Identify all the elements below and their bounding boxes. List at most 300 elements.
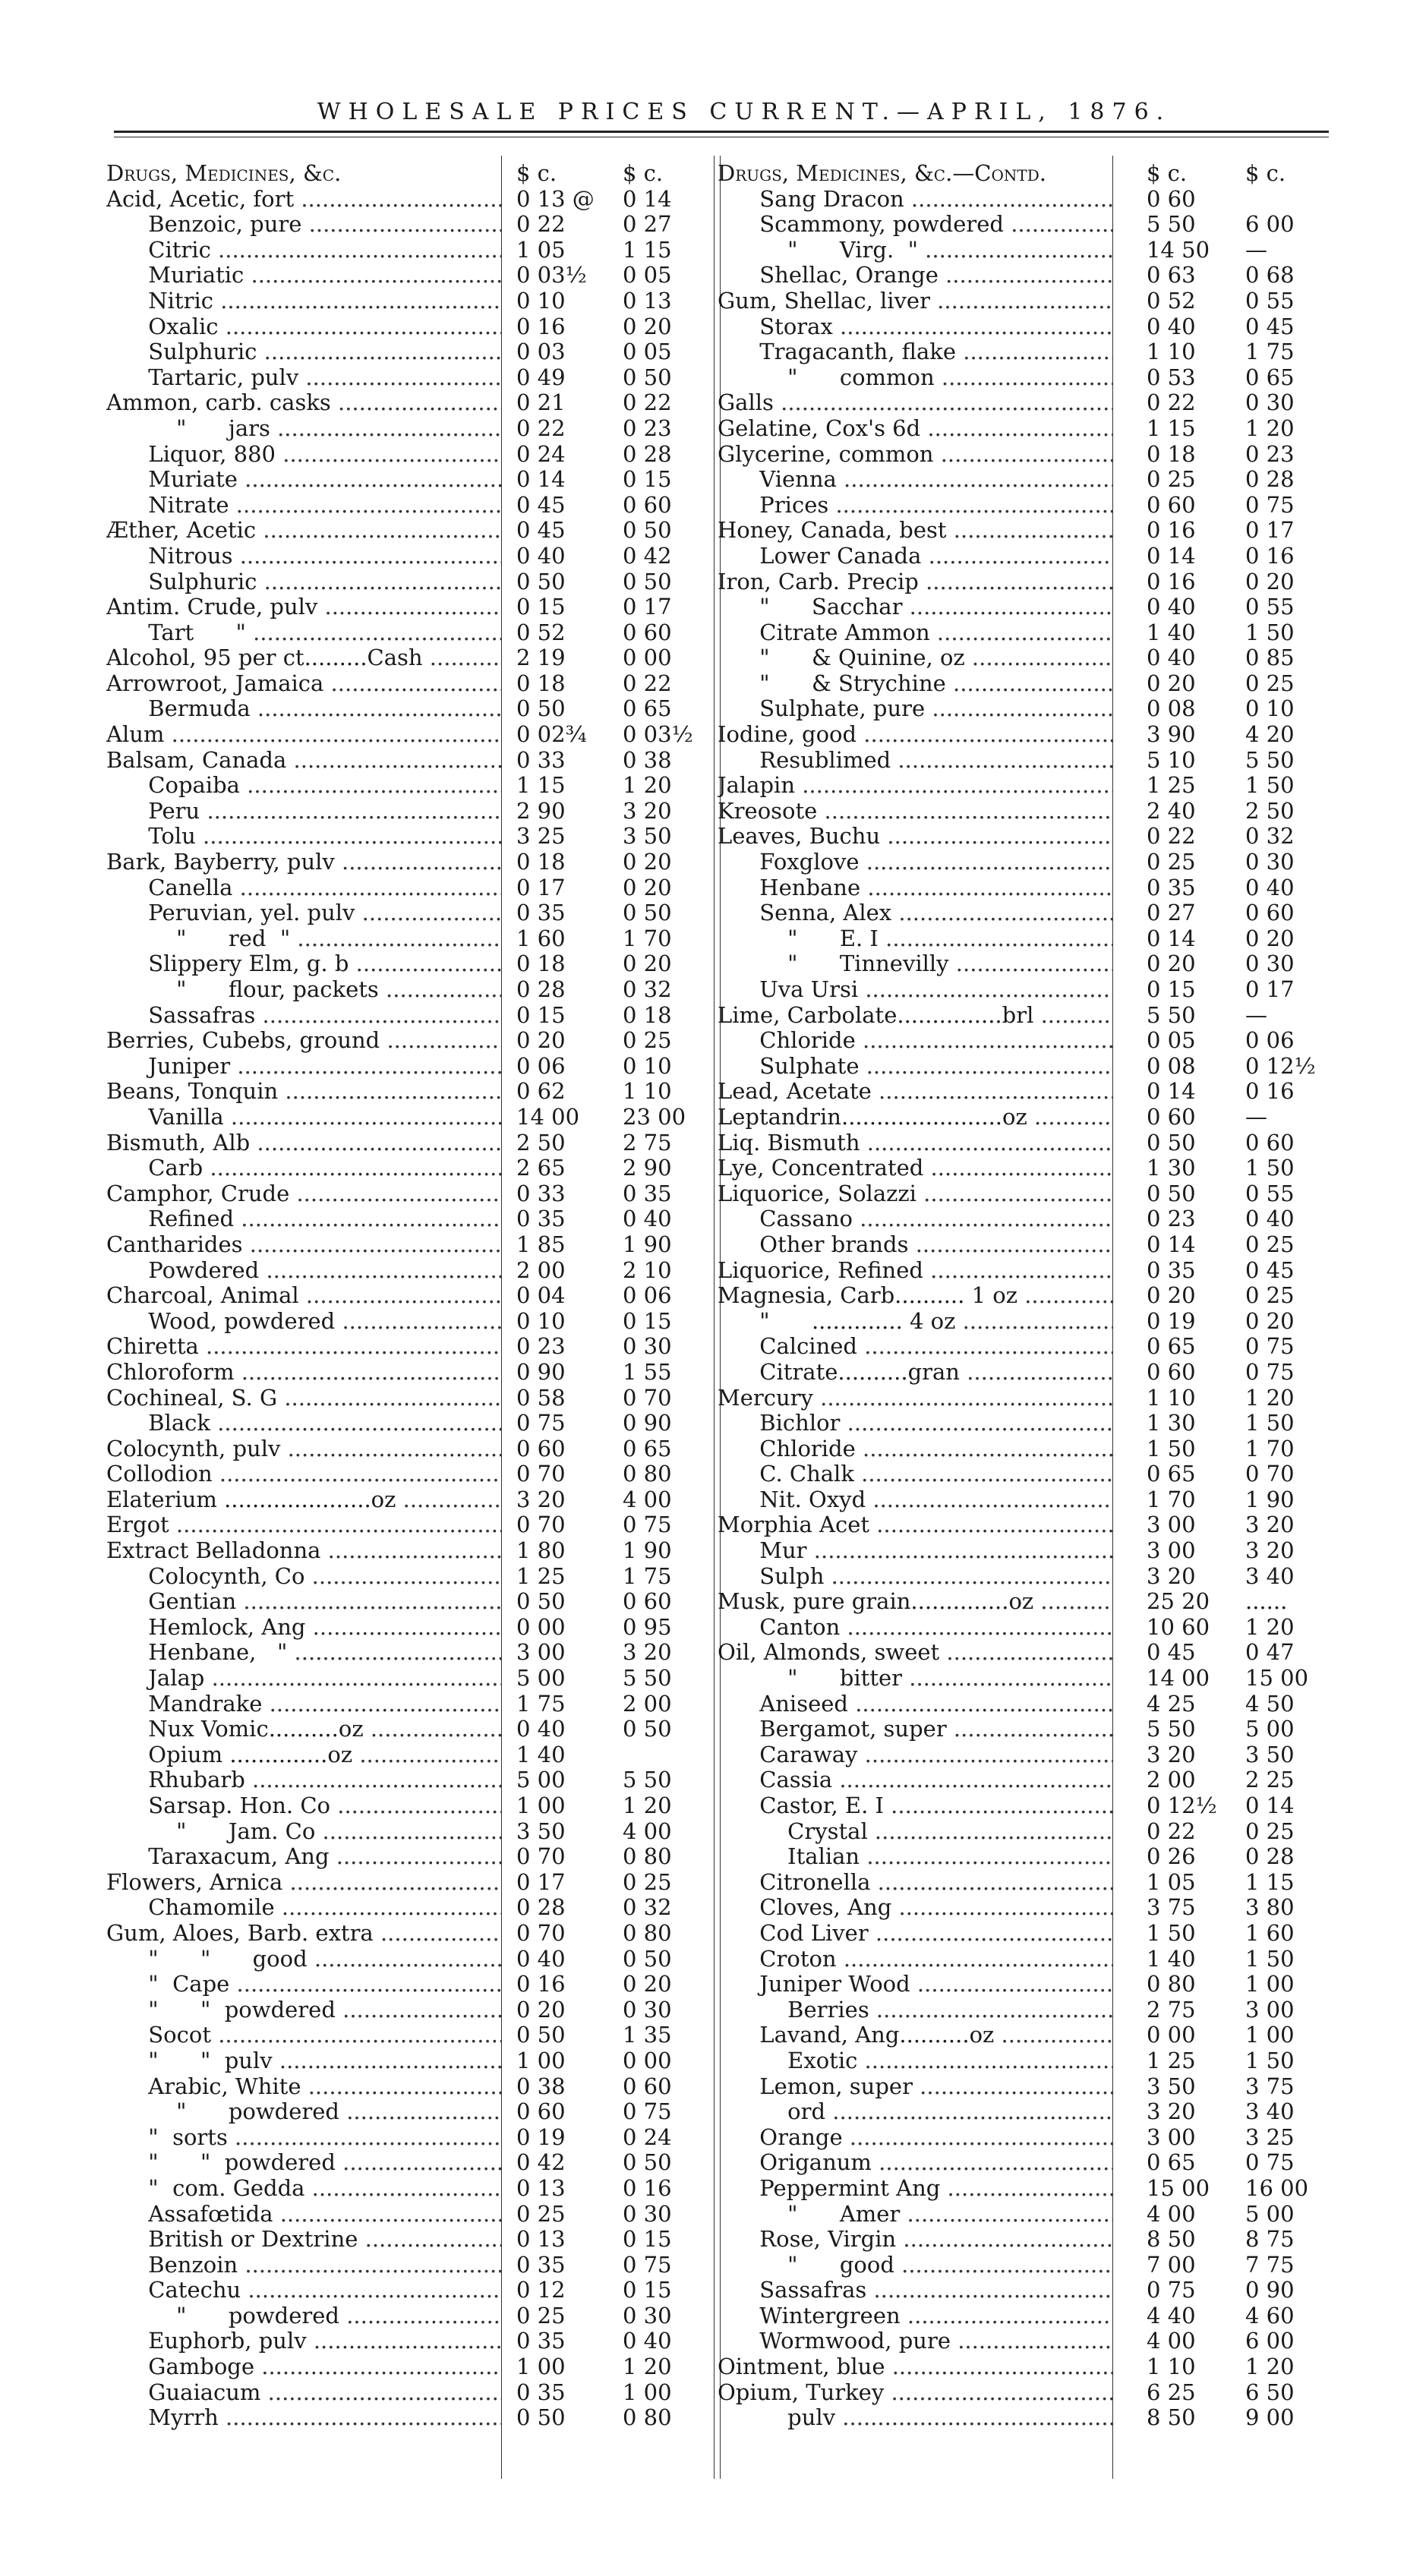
price-low: 0 25: [516, 2200, 566, 2227]
price-low: 0 25: [1147, 466, 1196, 493]
price-high: 0 75: [623, 1512, 672, 1538]
price-high: 0 10: [623, 1052, 672, 1079]
price-low: 0 35: [516, 2251, 566, 2278]
item-name: Sarsap. Hon. Co.....: [106, 1793, 501, 1819]
price-high: 0 40: [623, 2328, 672, 2354]
item-name: pulv.....: [718, 2405, 1112, 2431]
price-low: 0 60: [1147, 1103, 1196, 1130]
price-high: 0 14: [1245, 1792, 1295, 1818]
price-low: 0 35: [516, 900, 566, 926]
price-high: 0 20: [1245, 1307, 1295, 1334]
item-name: Myrrh.....: [106, 2405, 501, 2431]
price-low: 0 33: [516, 1180, 566, 1206]
price-low: 1 50: [1147, 1919, 1196, 1946]
price-low: $ c.: [516, 160, 557, 186]
price-high: 0 20: [623, 874, 672, 900]
price-low: 0 90: [516, 1358, 566, 1385]
item-name: Chamomile.....: [106, 1895, 501, 1921]
price-high: 0 25: [1245, 1818, 1295, 1844]
price-high: 3 80: [1245, 1894, 1295, 1921]
price-low: 3 00: [1147, 2124, 1196, 2150]
price-low: 1 85: [516, 1231, 566, 1257]
price-high: 0 60: [623, 2073, 672, 2099]
price-low: 1 70: [1147, 1486, 1196, 1512]
item-name: Kreosote.....: [718, 799, 1112, 825]
price-high: 0 90: [1245, 2277, 1295, 2303]
price-high: 0 17: [1245, 517, 1295, 544]
item-name: Aniseed.....: [718, 1692, 1112, 1717]
item-name: Bichlor.....: [718, 1411, 1112, 1436]
item-name: Caraway.....: [718, 1742, 1112, 1768]
price-high: 1 50: [1245, 1410, 1295, 1436]
item-name: Gelatine, Cox's 6d.....: [718, 416, 1112, 442]
item-name: Lavand, Ang..........oz.....: [718, 2023, 1112, 2048]
price-low: 0 14: [516, 466, 566, 493]
price-high: $ c.: [1245, 160, 1286, 186]
price-high: 1 15: [623, 236, 672, 263]
price-high: 1 20: [1245, 2354, 1295, 2380]
price-low: 0 02¾: [516, 721, 587, 748]
item-name: C. Chalk.....: [718, 1461, 1112, 1487]
price-low: 5 10: [1147, 746, 1196, 773]
price-high: 9 00: [1245, 2404, 1295, 2431]
item-name: Refined.....: [106, 1206, 501, 1232]
price-high: 0 23: [623, 415, 672, 441]
item-name: " flour, packets.....: [106, 977, 501, 1003]
price-high: 1 00: [1245, 1971, 1295, 1997]
price-low: 0 40: [1147, 313, 1196, 339]
item-name: Liq. Bismuth.....: [718, 1130, 1112, 1156]
price-low: 0 53: [1147, 364, 1196, 390]
item-name: Vanilla.....: [106, 1105, 501, 1130]
price-low: 1 30: [1147, 1155, 1196, 1181]
item-name: Gentian.....: [106, 1589, 501, 1615]
price-low: 0 10: [516, 1307, 566, 1334]
price-low: 0 13 @: [516, 185, 595, 212]
price-low: 0 49: [516, 364, 566, 390]
price-high: 0 75: [1245, 1358, 1295, 1385]
item-name: " jars.....: [106, 416, 501, 442]
price-high: 0 20: [1245, 568, 1295, 594]
price-low: 0 60: [1147, 491, 1196, 518]
price-high: 0 27: [623, 211, 672, 238]
price-high: 0 24: [623, 2124, 672, 2150]
price-high: 0 20: [623, 951, 672, 977]
price-low: 0 12½: [1147, 1792, 1217, 1818]
item-name: Cassano.....: [718, 1206, 1112, 1232]
item-name: Arrowroot, Jamaica.....: [106, 671, 501, 697]
price-low: 0 17: [516, 1868, 566, 1895]
price-low: 0 14: [1147, 542, 1196, 569]
item-name: Rose, Virgin.....: [718, 2227, 1112, 2253]
price-low: 0 22: [1147, 389, 1196, 416]
item-name: " E. I.....: [718, 926, 1112, 952]
price-high: 1 20: [1245, 1384, 1295, 1411]
price-low: 2 00: [516, 1256, 566, 1283]
item-name: Lime, Carbolate...............brl.....: [718, 1003, 1112, 1029]
price-low: 0 17: [516, 874, 566, 900]
price-high: 1 00: [623, 2379, 672, 2405]
price-high: 1 20: [623, 1792, 672, 1818]
price-low: 0 21: [516, 389, 566, 416]
price-high: 0 25: [623, 1868, 672, 1895]
price-low: 0 06: [516, 1052, 566, 1079]
item-name: Colocynth, Co.....: [106, 1564, 501, 1590]
item-name: Tartaric, pulv.....: [106, 365, 501, 391]
item-name: Bismuth, Alb.....: [106, 1130, 501, 1156]
item-name: " red ".....: [106, 926, 501, 952]
price-high: 1 20: [623, 2354, 672, 2380]
price-low: 1 10: [1147, 339, 1196, 365]
price-high: 0 32: [623, 1894, 672, 1921]
price-high: 0 70: [1245, 1461, 1295, 1487]
price-high: 0 50: [623, 900, 672, 926]
item-name: Chiretta.....: [106, 1334, 501, 1360]
price-low: 0 15: [516, 594, 566, 620]
price-low: 5 50: [1147, 211, 1196, 238]
item-name: Wintergreen.....: [718, 2303, 1112, 2329]
price-low: 0 60: [516, 2098, 566, 2125]
item-name: Powdered.....: [106, 1258, 501, 1284]
price-low: 0 65: [1147, 1461, 1196, 1487]
item-name: Drugs, Medicines, &c.: [106, 161, 342, 186]
price-low: 0 60: [516, 1435, 566, 1461]
price-high: 4 00: [623, 1486, 672, 1512]
price-high: 0 17: [623, 594, 672, 620]
price-high: 2 25: [1245, 1767, 1295, 1793]
price-low: 0 15: [1147, 976, 1196, 1002]
item-name: Citrate..........gran.....: [718, 1360, 1112, 1386]
item-name: Morphia Acet.....: [718, 1512, 1112, 1538]
price-high: 0 50: [623, 568, 672, 594]
price-low: 1 40: [516, 1741, 566, 1767]
price-low: 0 19: [516, 2124, 566, 2150]
price-high: 4 60: [1245, 2302, 1295, 2328]
price-low: 0 45: [516, 517, 566, 544]
price-low: 0 75: [516, 1410, 566, 1436]
price-low: 0 25: [516, 2302, 566, 2328]
price-high: 0 60: [1245, 1129, 1295, 1156]
item-name: " " good.....: [106, 1947, 501, 1972]
price-low: 0 52: [1147, 287, 1196, 314]
item-name: Galls.....: [718, 390, 1112, 416]
item-name: Muriatic.....: [106, 263, 501, 288]
item-name: Arabic, White.....: [106, 2074, 501, 2100]
price-high: 0 28: [1245, 466, 1295, 493]
price-low: 0 38: [516, 2073, 566, 2099]
price-high: 1 90: [623, 1231, 672, 1257]
price-high: 0 14: [623, 185, 672, 212]
price-low: 3 00: [1147, 1512, 1196, 1538]
price-low: 0 03½: [516, 262, 587, 288]
item-name: " " powdered.....: [106, 2150, 501, 2176]
item-name: Storax.....: [718, 314, 1112, 340]
item-name: Tart ".....: [106, 620, 501, 646]
price-low: 2 65: [516, 1155, 566, 1181]
item-name: Leaves, Buchu.....: [718, 824, 1112, 850]
item-name: Tolu.....: [106, 824, 501, 850]
price-high: 1 15: [1245, 1868, 1295, 1895]
price-low: 0 52: [516, 619, 566, 645]
price-low: 0 70: [516, 1919, 566, 1946]
price-low: 0 70: [516, 1461, 566, 1487]
item-name: Other brands.....: [718, 1232, 1112, 1258]
price-high: 0 80: [623, 2404, 672, 2431]
price-low: 0 65: [1147, 1333, 1196, 1360]
price-low: 0 60: [1147, 1358, 1196, 1385]
item-name: Chloride.....: [718, 1028, 1112, 1054]
price-high: 2 90: [623, 1155, 672, 1181]
price-low: 5 50: [1147, 1716, 1196, 1742]
column-divider: [1112, 156, 1113, 2479]
price-low: 14 50: [1147, 236, 1210, 263]
price-low: 0 35: [1147, 874, 1196, 900]
price-low: 1 25: [1147, 772, 1196, 799]
price-high: 0 28: [623, 440, 672, 467]
price-high: 0 50: [623, 364, 672, 390]
price-low: 2 50: [516, 1129, 566, 1156]
item-name: Gum, Shellac, liver.....: [718, 288, 1112, 314]
item-name: Senna, Alex.....: [718, 900, 1112, 926]
item-name: Calcined.....: [718, 1334, 1112, 1360]
price-high: 0 30: [1245, 849, 1295, 875]
price-high: 5 50: [1245, 746, 1295, 773]
price-low: 7 00: [1147, 2251, 1196, 2278]
item-name: Taraxacum, Ang.....: [106, 1844, 501, 1870]
price-low: 3 75: [1147, 1894, 1196, 1921]
price-low: 0 28: [516, 1894, 566, 1921]
item-name: " & Quinine, oz.....: [718, 645, 1112, 671]
price-high: 1 75: [1245, 339, 1295, 365]
price-low: 0 23: [516, 1333, 566, 1360]
price-low: 2 00: [1147, 1767, 1196, 1793]
price-high: 1 50: [1245, 2047, 1295, 2073]
item-name: Peruvian, yel. pulv.....: [106, 900, 501, 926]
price-low: 15 00: [1147, 2174, 1210, 2201]
price-high: 0 60: [623, 619, 672, 645]
item-name: Cassia.....: [718, 1767, 1112, 1793]
price-high: 0 40: [1245, 1206, 1295, 1232]
price-low: 0 40: [516, 1945, 566, 1972]
item-name: Liquorice, Refined.....: [718, 1258, 1112, 1284]
item-name: Charcoal, Animal.....: [106, 1283, 501, 1309]
price-low: 3 25: [516, 823, 566, 850]
price-high: 0 00: [623, 2047, 672, 2073]
item-name: Gamboge.....: [106, 2354, 501, 2380]
price-high: 4 20: [1245, 721, 1295, 748]
price-low: 0 50: [1147, 1180, 1196, 1206]
price-high: 0 55: [1245, 287, 1295, 314]
item-name: Alcohol, 95 per ct.........Cash.....: [106, 645, 501, 671]
price-high: —: [1245, 1001, 1267, 1028]
item-name: Tragacanth, flake.....: [718, 339, 1112, 365]
price-low: 0 04: [516, 1282, 566, 1309]
item-name: Carb.....: [106, 1156, 501, 1181]
item-name: " com. Gedda.....: [106, 2176, 501, 2202]
price-low: 0 65: [1147, 2149, 1196, 2176]
item-name: Peru.....: [106, 799, 501, 825]
price-high: 0 30: [1245, 951, 1295, 977]
item-name: Lemon, super.....: [718, 2074, 1112, 2100]
item-name: Henbane.....: [718, 875, 1112, 901]
price-low: 0 00: [516, 1613, 566, 1640]
price-low: 0 24: [516, 440, 566, 467]
price-low: 0 42: [516, 2149, 566, 2176]
price-low: 0 60: [1147, 185, 1196, 212]
item-name: Chloride.....: [718, 1436, 1112, 1462]
price-high: 1 10: [623, 1078, 672, 1105]
item-name: Honey, Canada, best.....: [718, 518, 1112, 544]
price-high: 0 75: [1245, 1333, 1295, 1360]
price-high: 0 20: [623, 1971, 672, 1997]
price-high: 3 50: [1245, 1741, 1295, 1767]
price-high: $ c.: [623, 160, 664, 186]
price-high: 0 15: [623, 466, 672, 493]
item-name: Extract Belladonna.....: [106, 1538, 501, 1564]
price-high: 1 60: [1245, 1919, 1295, 1946]
item-name: Leptandrin.......................oz.....: [718, 1105, 1112, 1130]
price-low: 0 05: [1147, 1027, 1196, 1054]
item-name: Lower Canada.....: [718, 544, 1112, 569]
price-high: 0 15: [623, 2277, 672, 2303]
price-high: 0 12½: [1245, 1052, 1316, 1079]
price-high: 0 50: [623, 1945, 672, 1972]
item-name: Gum, Aloes, Barb. extra.....: [106, 1921, 501, 1947]
price-high: 0 75: [623, 2251, 672, 2278]
price-low: 0 62: [516, 1078, 566, 1105]
price-low: 3 00: [1147, 1537, 1196, 1564]
item-name: Chloroform.....: [106, 1360, 501, 1386]
item-name: " Cape.....: [106, 1972, 501, 1997]
price-low: 0 35: [1147, 1256, 1196, 1283]
price-high: 5 50: [623, 1767, 672, 1793]
item-name: Wood, powdered.....: [106, 1309, 501, 1335]
price-low: 0 13: [516, 2226, 566, 2253]
price-high: 1 50: [1245, 1155, 1295, 1181]
item-name: Mandrake.....: [106, 1692, 501, 1717]
price-low: 0 16: [1147, 568, 1196, 594]
price-high: 0 22: [623, 389, 672, 416]
price-high: 2 00: [623, 1690, 672, 1717]
price-high: 0 30: [623, 2200, 672, 2227]
price-high: 0 40: [623, 1206, 672, 1232]
item-name: Antim. Crude, pulv.....: [106, 594, 501, 620]
price-low: 0 16: [516, 313, 566, 339]
item-name: Canton.....: [718, 1615, 1112, 1641]
item-name: " powdered.....: [106, 2099, 501, 2125]
price-high: 0 15: [623, 1307, 672, 1334]
price-high: —: [1245, 236, 1267, 263]
price-low: 10 60: [1147, 1613, 1210, 1640]
price-low: 0 19: [1147, 1307, 1196, 1334]
item-name: Iodine, good.....: [718, 722, 1112, 748]
price-low: 0 08: [1147, 695, 1196, 722]
price-low: 1 10: [1147, 1384, 1196, 1411]
price-low: 0 50: [516, 568, 566, 594]
price-low: $ c.: [1147, 160, 1188, 186]
item-name: Balsam, Canada.....: [106, 748, 501, 774]
price-high: 0 28: [1245, 1843, 1295, 1870]
item-name: Jalap.....: [106, 1666, 501, 1692]
price-high: 0 30: [1245, 389, 1295, 416]
item-name: Sassafras.....: [718, 2278, 1112, 2303]
price-high: 0 06: [1245, 1027, 1295, 1054]
item-name: Bermuda.....: [106, 696, 501, 722]
item-name: Mercury.....: [718, 1386, 1112, 1411]
item-name: Sulphuric.....: [106, 339, 501, 365]
price-low: 14 00: [516, 1103, 580, 1130]
price-low: 0 80: [1147, 1971, 1196, 1997]
item-name: Hemlock, Ang.....: [106, 1615, 501, 1641]
item-name: Benzoin.....: [106, 2253, 501, 2278]
price-low: 1 00: [516, 2047, 566, 2073]
item-name: Castor, E. I.....: [718, 1793, 1112, 1819]
price-low: 0 20: [1147, 1282, 1196, 1309]
price-high: 23 00: [623, 1103, 686, 1130]
price-low: 0 14: [1147, 1231, 1196, 1257]
price-high: 0 45: [1245, 1256, 1295, 1283]
price-low: 0 50: [516, 2404, 566, 2431]
item-name: Liquorice, Solazzi.....: [718, 1181, 1112, 1207]
item-name: British or Dextrine.....: [106, 2227, 501, 2253]
item-name: " " pulv.....: [106, 2048, 501, 2074]
item-name: Flowers, Arnica.....: [106, 1870, 501, 1896]
item-name: Æther, Acetic.....: [106, 518, 501, 544]
price-high: 0 30: [623, 1333, 672, 1360]
price-low: 4 00: [1147, 2200, 1196, 2227]
item-name: Bark, Bayberry, pulv.....: [106, 850, 501, 875]
price-high: 8 75: [1245, 2226, 1295, 2253]
price-high: —: [1245, 1103, 1267, 1130]
price-high: 0 68: [1245, 262, 1295, 288]
price-high: 4 00: [623, 1818, 672, 1844]
item-name: Opium, Turkey.....: [718, 2380, 1112, 2406]
item-name: Cod Liver.....: [718, 1921, 1112, 1947]
item-name: Sulphate.....: [718, 1054, 1112, 1080]
item-name: Liquor, 880.....: [106, 442, 501, 468]
price-low: 0 40: [1147, 594, 1196, 620]
item-name: Exotic.....: [718, 2048, 1112, 2074]
price-high: 0 65: [1245, 364, 1295, 390]
price-high: 0 20: [623, 849, 672, 875]
item-name: Elaterium .....................oz.....: [106, 1487, 501, 1513]
price-high: 15 00: [1245, 1665, 1309, 1692]
price-low: 5 50: [1147, 1001, 1196, 1028]
price-low: 0 08: [1147, 1052, 1196, 1079]
item-name: Iron, Carb. Precip.....: [718, 569, 1112, 595]
price-low: 0 14: [1147, 925, 1196, 951]
item-name: Citric.....: [106, 238, 501, 263]
price-high: 0 23: [1245, 440, 1295, 467]
item-name: Magnesia, Carb.......... 1 oz.....: [718, 1283, 1112, 1309]
price-low: 0 23: [1147, 1206, 1196, 1232]
item-name: Sulph.....: [718, 1564, 1112, 1590]
price-low: 14 00: [1147, 1665, 1210, 1692]
price-high: 3 20: [1245, 1512, 1295, 1538]
item-name: Oxalic.....: [106, 314, 501, 340]
price-high: 0 22: [623, 670, 672, 696]
price-low: 2 19: [516, 645, 566, 671]
item-name: Citrate Ammon.....: [718, 620, 1112, 646]
price-low: 1 00: [516, 2354, 566, 2380]
price-low: 3 00: [516, 1639, 566, 1666]
price-high: 0 65: [623, 1435, 672, 1461]
price-low: 1 50: [1147, 1435, 1196, 1461]
price-low: 0 10: [516, 287, 566, 314]
price-high: 0 75: [1245, 491, 1295, 518]
price-low: 1 60: [516, 925, 566, 951]
price-low: 2 90: [516, 797, 566, 824]
